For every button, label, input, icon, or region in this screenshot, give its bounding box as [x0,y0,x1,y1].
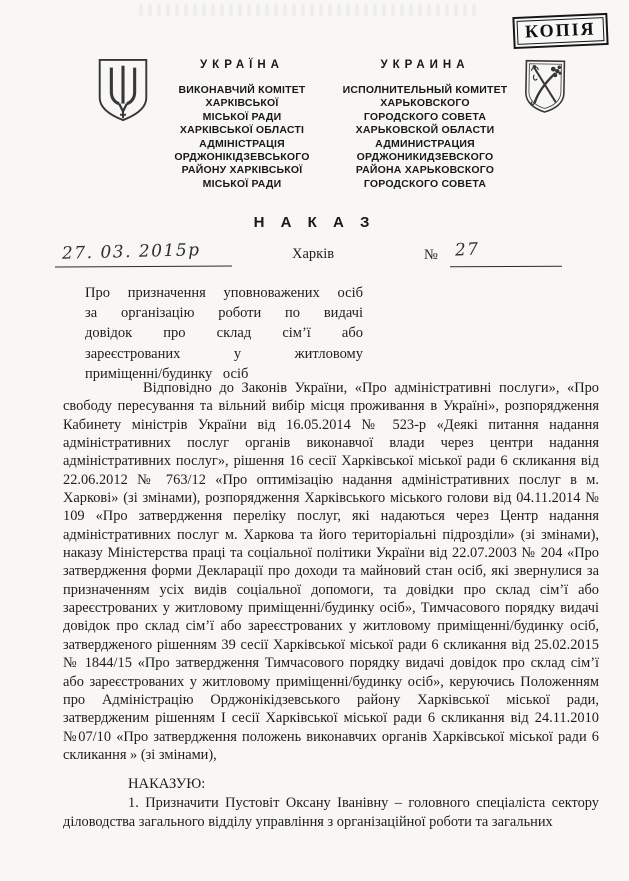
header-ukrainian [163,59,321,191]
org-name-line: РАЙОНА ХАРЬКОВСКОГО [355,164,495,177]
org-name-line: ОРДЖОНИКИДЗЕВСКОГО [356,151,494,164]
date-underline [55,266,232,268]
copy-stamp [512,13,608,49]
country-label-uk: УКРАЇНА [200,59,284,71]
org-name-line: ХАРКІВСЬКОЇ [205,97,279,110]
kharkiv-coat-of-arms-icon [522,58,569,115]
tryzub-emblem-icon [95,57,151,123]
org-name-line: ХАРЬКОВСКОЙ ОБЛАСТИ [355,124,495,137]
org-name-line: РАЙОНУ ХАРКІВСЬКОЇ [181,164,303,177]
org-name-line: ИСПОЛНИТЕЛЬНЫЙ КОМИТЕТ [342,84,508,96]
document-body [63,379,599,831]
org-name-line: АДМИНИСТРАЦИЯ [375,137,475,150]
org-name-line: АДМІНІСТРАЦІЯ [199,137,285,150]
subject-block: Про призначення уповноважених осіб за організацію роботи по видачі довідок про склад сім’ї або зареєстрованих у житловому приміщенні/будинку осіб [85,285,363,382]
city-label: Харків [292,246,335,262]
number-sign-label: № [424,247,438,263]
handwritten-date: 27. 03. 2015р [61,240,201,264]
preamble-paragraph: Відповідно до Законів України, «Про адміністративні послуги», «Про свободу пересування та вільний вибір місця проживання в Україні», розпорядження Кабинету міністрів України від 16.05.2014 № 523-р «Деякі питання надання адміністративних послуг органів виконавчої влади через центри надання адміністративних послуг», рішення 16 сесії Харківської міської ради 6 скликання від 22.06.2012 № 763/12 «Про оптимізацію надання адміністративних послуг в м. Харкові» (зі змінами), розпорядження Харківського міського голови від 04.11.2014 № 109 «Про затвердження переліку послуг, які надаються через Центр надання адміністративних послуг м. Харкова та його територіальні підрозділи» (зі змінами), наказу Міністерства праці та соціальної політики України від 22.07.2003 № 204 «Про затвердження форми Декларації про доходи та майновий стан осіб, які звернулися за призначенням усіх видів соціальної допомоги, та довідки про склад сім’ї або зареєстрованих у житловому приміщенні/будинку осіб», Тимчасового порядку видачі довідок про склад сім’ї або зареєстрованих у житловому приміщенні/будинку осіб, затвердженого рішенням 39 сесії Харківської міської ради 6 скликання від 25.02.2015 № 1844/15 «Про затвердження Тимчасового порядку видачі довідок про склад сім’ї або зареєстрованих у житловому приміщенні/будинку осіб», керуючись Положенням про Адміністрацію Орджонікідзевського району Харківської міської ради, затвердженим рішенням I сесії Харківської міської ради 6 скликання від 24.11.2010 №07/10 «Про затвердження положень виконавчих органів Харківської міської ради 6 скликання » (зі змінами), [63,380,599,763]
scan-noise-artifact [140,4,480,16]
org-name-line: МІСЬКОЇ РАДИ [202,110,282,123]
order-item-1: 1. Призначити Пустовіт Оксану Іванівну – головного спеціаліста сектору діловодства загального відділу управління з організаційної роботи та загальних [63,795,599,830]
org-name-line: МІСЬКОЇ РАДИ [202,177,282,190]
header-russian [330,59,520,191]
org-name-line: ХАРЬКОВСКОГО [380,97,470,110]
org-name-line: ГОРОДСКОГО СОВЕТА [363,110,487,123]
copy-stamp-label: КОПІЯ [517,17,605,45]
org-name-line: ОРДЖОНІКІДЗЕВСЬКОГО [174,151,310,164]
number-underline [450,266,562,268]
org-name-line: ГОРОДСКОГО СОВЕТА [363,177,487,190]
country-label-ru: УКРАИНА [380,59,470,71]
order-title: Н А К А З [253,214,376,231]
order-heading: НАКАЗУЮ: [128,776,206,793]
org-name-line: ХАРКІВСЬКОЇ ОБЛАСТІ [179,124,305,137]
handwritten-number: 27 [454,239,481,261]
org-name-line: ВИКОНАВЧИЙ КОМІТЕТ [178,84,306,96]
